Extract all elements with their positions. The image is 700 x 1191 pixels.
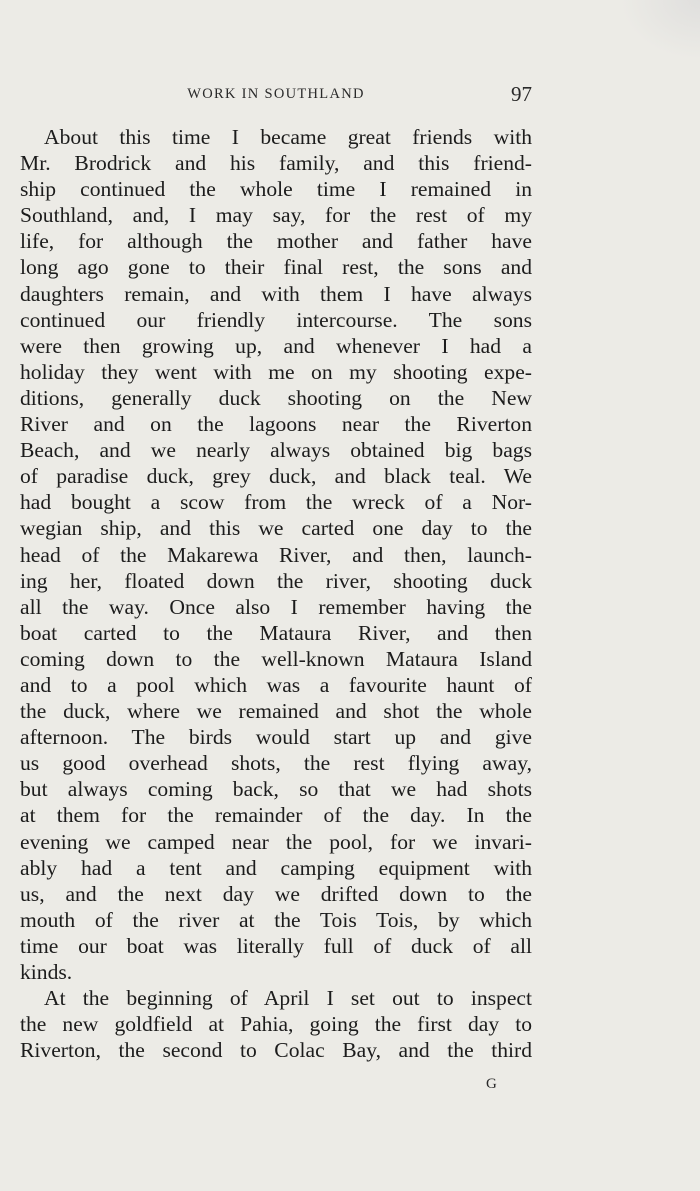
text-line: long ago gone to their final rest, the sons and — [20, 255, 532, 280]
text-line: had bought a scow from the wreck of a Nor- — [20, 490, 532, 515]
running-head — [20, 82, 532, 112]
text-line-first-paragraph-start: About this time I became great friends with — [44, 125, 532, 149]
text-line: mouth of the river at the Tois Tois, by which — [20, 907, 532, 932]
text-line: the duck, where we remained and shot the whole — [20, 699, 532, 724]
text-line: and to a pool which was a favourite haunt of — [20, 672, 532, 697]
text-line: ditions, generally duck shooting on the New — [20, 385, 532, 410]
text-line: ably had a tent and camping equipment with — [20, 855, 532, 880]
text-line: us, and the next day we drifted down to the — [20, 881, 532, 906]
signature-mark: G — [486, 1076, 497, 1092]
text-line: coming down to the well-known Mataura Island — [20, 646, 532, 671]
text-line: daughters remain, and with them I have always — [20, 281, 532, 306]
text-line: Beach, and we nearly always obtained big bags — [20, 438, 532, 463]
text-line: the new goldfield at Pahia, going the first day to — [20, 1012, 532, 1037]
text-line: ing her, floated down the river, shooting duck — [20, 568, 532, 593]
text-line: holiday they went with me on my shooting expe- — [20, 359, 532, 384]
running-title: WORK IN SOUTHLAND — [187, 86, 365, 102]
text-line: Riverton, the second to Colac Bay, and the third — [20, 1038, 532, 1063]
page-number: 97 — [511, 82, 532, 106]
text-line: wegian ship, and this we carted one day to the — [20, 516, 532, 541]
text-line: afternoon. The birds would start up and give — [20, 725, 532, 750]
text-line: of paradise duck, grey duck, and black teal. We — [20, 464, 532, 489]
text-line: all the way. Once also I remember having the — [20, 594, 532, 619]
text-line: life, for although the mother and father have — [20, 229, 532, 254]
text-line: but always coming back, so that we had shots — [20, 777, 532, 802]
text-line: at them for the remainder of the day. In the — [20, 803, 532, 828]
text-line: us good overhead shots, the rest flying away, — [20, 751, 532, 776]
text-line: time our boat was literally full of duck of all — [20, 933, 532, 958]
body-text — [20, 124, 532, 1063]
text-line: Mr. Brodrick and his family, and this friend- — [20, 151, 532, 176]
text-line-paragraph-end: kinds. — [20, 960, 73, 984]
text-line: boat carted to the Mataura River, and then — [20, 620, 532, 645]
text-line: evening we camped near the pool, for we invari- — [20, 829, 532, 854]
text-line: Southland, and, I may say, for the rest of my — [20, 203, 532, 228]
text-line: River and on the lagoons near the Riverton — [20, 412, 532, 437]
text-line: continued our friendly intercourse. The sons — [20, 307, 532, 332]
text-line: were then growing up, and whenever I had a — [20, 333, 532, 358]
text-line: head of the Makarewa River, and then, launch- — [20, 542, 532, 567]
page-edge-shading — [620, 0, 700, 60]
text-line: ship continued the whole time I remained in — [20, 177, 532, 202]
text-line-second-paragraph-start: At the beginning of April I set out to inspect — [44, 986, 532, 1011]
